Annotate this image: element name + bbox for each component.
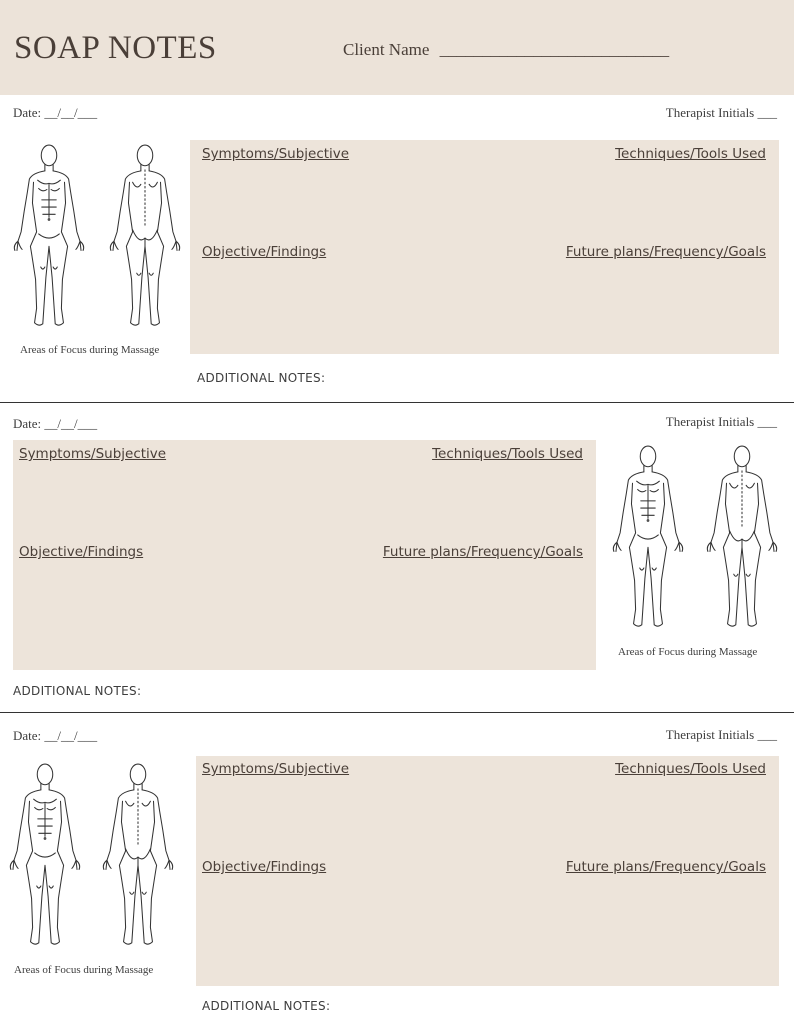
body-chart-caption: Areas of Focus during Massage [618, 646, 758, 658]
page-title: SOAP NOTES [14, 30, 217, 66]
body-back-icon [100, 143, 190, 329]
techniques-tools-label[interactable]: Techniques/Tools Used [615, 146, 766, 162]
therapist-initials-field[interactable]: Therapist Initials ___ [665, 727, 777, 742]
section-divider [0, 712, 794, 713]
objective-findings-label[interactable]: Objective/Findings [19, 544, 144, 560]
soap-panel [196, 756, 779, 986]
objective-findings-label[interactable]: Objective/Findings [202, 244, 327, 260]
body-front-icon [4, 143, 94, 329]
symptoms-subjective-label[interactable]: Symptoms/Subjective [19, 446, 167, 462]
body-front-icon [603, 444, 693, 630]
date-field[interactable]: Date: __/__/___ [13, 416, 98, 431]
techniques-tools-label[interactable]: Techniques/Tools Used [615, 761, 766, 777]
future-plans-label[interactable]: Future plans/Frequency/Goals [565, 859, 766, 875]
client-name-label: Client Name [343, 40, 430, 59]
additional-notes-label[interactable]: ADDITIONAL NOTES: [197, 371, 326, 385]
client-name-field[interactable] [343, 40, 669, 60]
therapist-initials-field[interactable]: Therapist Initials ___ [665, 105, 777, 120]
symptoms-subjective-label[interactable]: Symptoms/Subjective [202, 146, 350, 162]
header-bar [0, 0, 794, 95]
additional-notes-label[interactable]: ADDITIONAL NOTES: [202, 999, 331, 1013]
soap-panel [190, 140, 779, 354]
section-divider [0, 402, 794, 403]
future-plans-label[interactable]: Future plans/Frequency/Goals [565, 244, 766, 260]
future-plans-label[interactable]: Future plans/Frequency/Goals [382, 544, 583, 560]
therapist-initials-field[interactable]: Therapist Initials ___ [665, 414, 777, 429]
date-field[interactable]: Date: __/__/___ [13, 105, 98, 120]
symptoms-subjective-label[interactable]: Symptoms/Subjective [202, 761, 350, 777]
body-chart-caption: Areas of Focus during Massage [20, 344, 160, 356]
objective-findings-label[interactable]: Objective/Findings [202, 859, 327, 875]
soap-panel [13, 440, 596, 670]
techniques-tools-label[interactable]: Techniques/Tools Used [432, 446, 583, 462]
body-front-icon [0, 762, 90, 948]
date-field[interactable]: Date: __/__/___ [13, 728, 98, 743]
body-back-icon [697, 444, 787, 630]
body-back-icon [93, 762, 183, 948]
additional-notes-label[interactable]: ADDITIONAL NOTES: [13, 684, 142, 698]
body-chart-caption: Areas of Focus during Massage [14, 964, 154, 976]
client-name-blank[interactable]: ___________________________ [439, 40, 670, 59]
